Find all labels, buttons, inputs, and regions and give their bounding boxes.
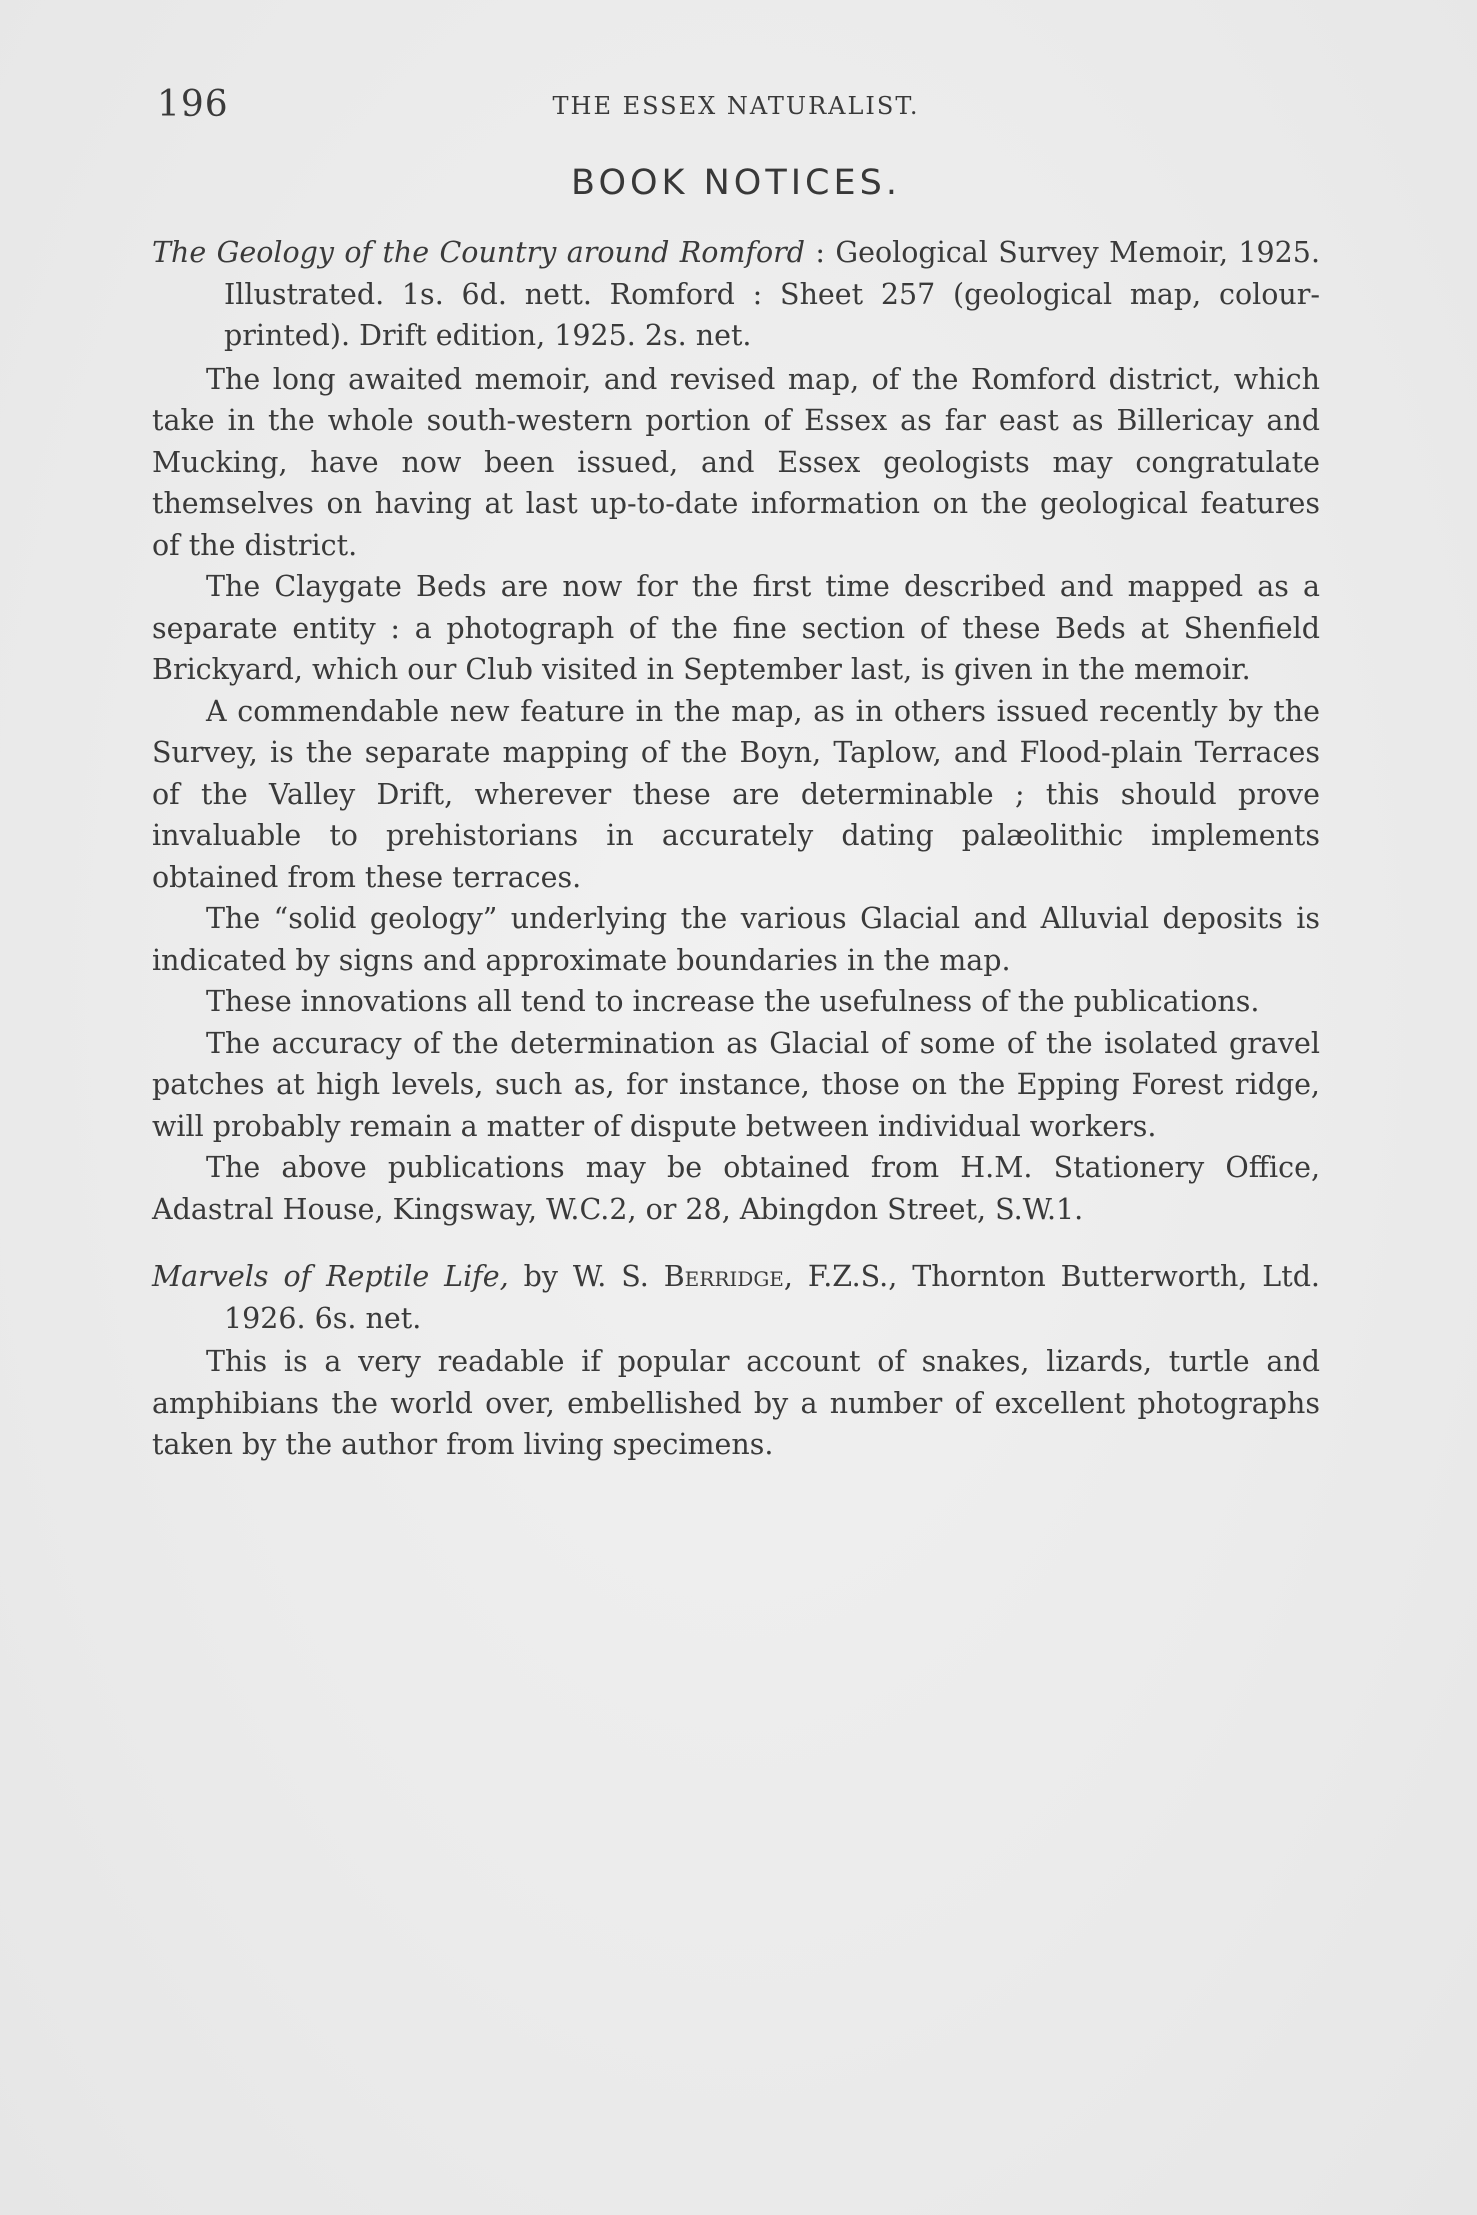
citation-details: , F.Z.S., Thornton Butterworth, Ltd. 1926. 6s. net. (224, 1260, 1320, 1335)
review-paragraph: This is a very readable if popular account of snakes, lizards, turtle and amphibians the world over, embellished by a number of excellent photographs taken by the author from living specimens. (152, 1345, 1320, 1461)
review-paragraph: The accuracy of the determination as Glacial of some of the isolated gravel patches at high levels, such as, for instance, those on the Epping Forest ridge, will probably remain a matter of dispute between individual workers. (152, 1026, 1320, 1143)
book-title: Marvels of Reptile Life, (152, 1260, 509, 1293)
review-paragraph: The Claygate Beds are now for the first time described and mapped as a separate entity : a photograph of the fine section of these Beds at Shenfield Brickyard, which our Club visited in September last, is given in the memoir. (152, 570, 1320, 686)
citation-details: : Geological Survey Memoir, 1925. Illustrated. 1s. 6d. nett. Romford : Sheet 257 (geological map, colour-printed). Drift edition, 1925. 2s. net. (224, 236, 1321, 352)
notices-body (152, 232, 1320, 1492)
review-paragraph: The long awaited memoir, and revised map, of the Romford district, which take in the whole south-western portion of Essex as far east as Billericay and Mucking, have now been issued, and Essex geologists may congratulate themselves on having at last up-to-date information on the geological features of the district. (152, 362, 1320, 562)
review-paragraph: The “solid geology” underlying the various Glacial and Alluvial deposits is indicated by signs and approximate boundaries in the map. (152, 902, 1320, 977)
book-author: Berridge (663, 1260, 784, 1293)
review-paragraph: These innovations all tend to increase the usefulness of the publications. (206, 985, 1260, 1018)
book-citation (152, 1256, 1320, 1339)
book-citation (152, 232, 1320, 357)
page-number: 196 (157, 84, 229, 125)
page-header (152, 84, 1320, 134)
review-paragraph: A commendable new feature in the map, as in others issued recently by the Survey, is the separate mapping of the Boyn, Taplow, and Flood-plain Terraces of the Valley Drift, wherever these are determinable ; this should prove invaluable to prehistorians in accurately dating palæolithic implements obtained from these terraces. (152, 694, 1320, 894)
citation-by: by W. S. (508, 1260, 664, 1293)
book-notice-romford-geology (152, 232, 1320, 1230)
book-title: The Geology of the Country around Romford (152, 236, 806, 269)
running-title: THE ESSEX NATURALIST. (552, 92, 920, 120)
section-title: BOOK NOTICES. (571, 163, 901, 203)
book-notice-reptile-life (152, 1256, 1320, 1466)
review-paragraph: The above publications may be obtained from H.M. Stationery Office, Adastral House, Kingsway, W.C.2, or 28, Abingdon Street, S.W.1. (152, 1151, 1320, 1226)
